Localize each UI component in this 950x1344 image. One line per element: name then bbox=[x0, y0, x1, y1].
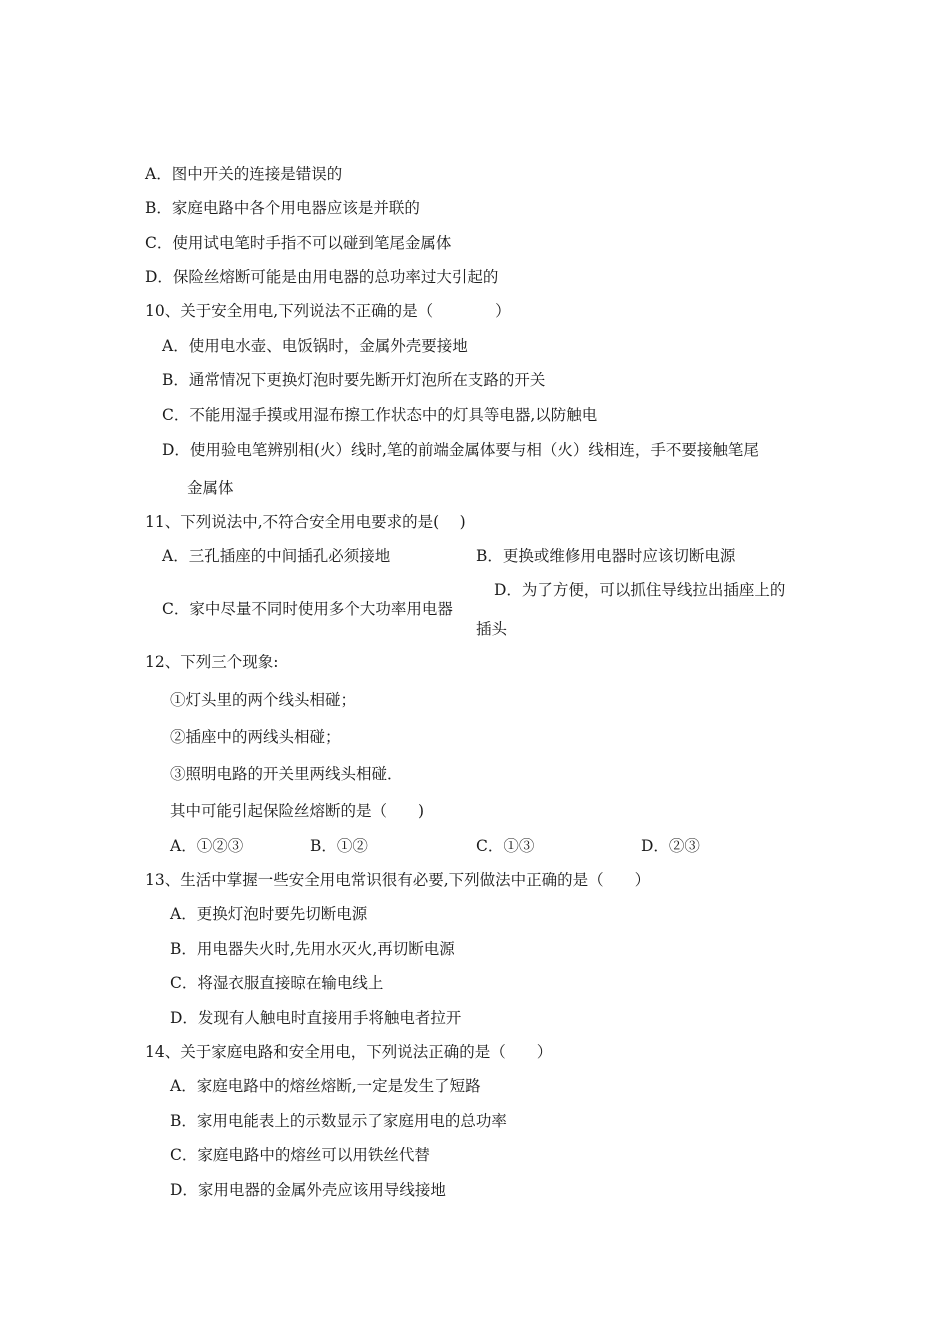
q12-item-1: ①灯头里的两个线头相碰； bbox=[170, 691, 357, 709]
q12-item-2: ②插座中的两线头相碰； bbox=[170, 728, 341, 746]
q14-option-c: C．家庭电路中的熔丝可以用铁丝代替 bbox=[170, 1146, 430, 1164]
q9-option-c: C．使用试电笔时手指不可以碰到笔尾金属体 bbox=[145, 234, 452, 252]
q9-option-a: A．图中开关的连接是错误的 bbox=[145, 165, 343, 183]
q11-option-b: B．更换或维修用电器时应该切断电源 bbox=[476, 547, 736, 565]
q11-option-a: A．三孔插座的中间插孔必须接地 bbox=[162, 547, 391, 565]
q12-option-a: A．①②③ bbox=[170, 837, 244, 855]
q10-option-d-continued: 金属体 bbox=[187, 479, 234, 497]
q13-option-d: D．发现有人触电时直接用手将触电者拉开 bbox=[170, 1009, 462, 1027]
q12-stem: 12、下列三个现象: bbox=[145, 653, 279, 671]
q9-option-d: D．保险丝熔断可能是由用电器的总功率过大引起的 bbox=[145, 268, 499, 286]
q9-option-b: B．家庭电路中各个用电器应该是并联的 bbox=[145, 199, 420, 217]
q11-option-d-continued: 插头 bbox=[476, 620, 508, 638]
q13-option-a: A．更换灯泡时要先切断电源 bbox=[170, 905, 368, 923]
q12-option-b: B．①② bbox=[310, 837, 368, 855]
q14-stem: 14、关于家庭电路和安全用电，下列说法正确的是（ ） bbox=[145, 1043, 553, 1061]
q13-option-b: B．用电器失火时,先用水灭火,再切断电源 bbox=[170, 940, 455, 958]
q14-option-a: A．家庭电路中的熔丝熔断,一定是发生了短路 bbox=[170, 1077, 481, 1095]
q10-option-d: D．使用验电笔辨别相(火）线时,笔的前端金属体要与相（火）线相连，手不要接触笔尾 bbox=[162, 441, 759, 459]
q12-item-3: ③照明电路的开关里两线头相碰． bbox=[170, 765, 403, 783]
q11-option-c: C．家中尽量不同时使用多个大功率用电器 bbox=[162, 600, 453, 618]
q12-option-d: D．②③ bbox=[641, 837, 700, 855]
q13-option-c: C．将湿衣服直接晾在输电线上 bbox=[170, 974, 384, 992]
q11-option-d: D．为了方便，可以抓住导线拉出插座上的 bbox=[494, 581, 786, 599]
q10-option-b: B．通常情况下更换灯泡时要先断开灯泡所在支路的开关 bbox=[162, 371, 546, 389]
q11-stem: 11、下列说法中,不符合安全用电要求的是( ) bbox=[145, 513, 466, 531]
q13-stem: 13、生活中掌握一些安全用电常识很有必要,下列做法中正确的是（ ） bbox=[145, 871, 651, 889]
q12-option-c: C．①③ bbox=[476, 837, 535, 855]
q10-option-a: A．使用电水壶、电饭锅时，金属外壳要接地 bbox=[162, 337, 468, 355]
q10-option-c: C．不能用湿手摸或用湿布擦工作状态中的灯具等电器,以防触电 bbox=[162, 406, 598, 424]
q12-question: 其中可能引起保险丝熔断的是（ ) bbox=[170, 802, 425, 820]
q14-option-b: B．家用电能表上的示数显示了家庭用电的总功率 bbox=[170, 1112, 507, 1130]
q10-stem: 10、关于安全用电,下列说法不正确的是（ ） bbox=[145, 302, 511, 320]
q14-option-d: D．家用电器的金属外壳应该用导线接地 bbox=[170, 1181, 446, 1199]
